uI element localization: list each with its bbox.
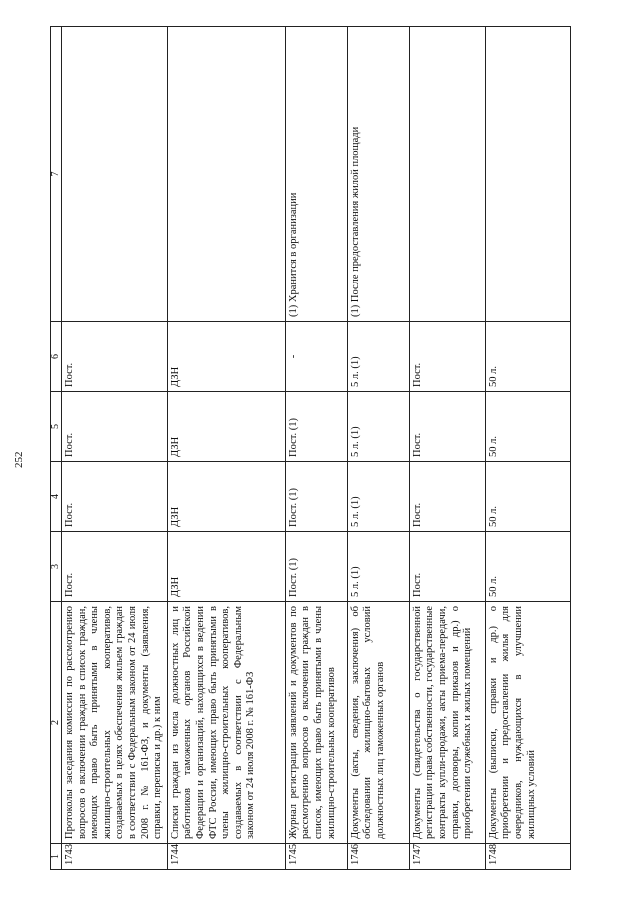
cell-col-5: 50 л. [485,392,570,462]
header-col-2: 2 [51,602,62,844]
cell-col-7-note [409,27,485,322]
row-number: 1748 [485,844,570,870]
cell-col-5: Пост. [62,392,168,462]
cell-col-6: 50 л. [485,322,570,392]
table-row [485,27,570,870]
table-row [62,27,168,870]
row-number: 1744 [167,844,285,870]
cell-col-3: Пост. [409,532,485,602]
row-number: 1746 [347,844,409,870]
cell-col-7-note [167,27,285,322]
cell-col-4: Пост. [409,462,485,532]
row-description: Документы (выписки, справки и др.) о приобретении и предоставлении жилья для очередников, нуждающихся в улучшении жилищных условий [485,602,570,844]
cell-col-6: Пост. [409,322,485,392]
header-col-6: 6 [51,322,62,392]
cell-col-7-note: (1) После предоставления жилой площади [347,27,409,322]
cell-col-4: Пост. [62,462,168,532]
cell-col-7-note [62,27,168,322]
table-row [409,27,485,870]
table-row [347,27,409,870]
cell-col-6: ДЗН [167,322,285,392]
cell-col-5: ДЗН [167,392,285,462]
cell-col-3: ДЗН [167,532,285,602]
rotated-document-table [50,27,602,870]
row-description: Списки граждан из числа должностных лиц и работников таможенных органов Российской Федерации и организаций, находящихся в ведении ФТС России, имеющих право быть принятыми в члены жилищно-строительных кооперативов, создаваемых в соответствии с Федеральным законом от 24 июля 2008 г. № 161-ФЗ [167,602,285,844]
cell-col-6: 5 л. (1) [347,322,409,392]
cell-col-3: 5 л. (1) [347,532,409,602]
cell-col-6: - [285,322,347,392]
cell-col-7-note [485,27,570,322]
row-description: Журнал регистрации заявлений и документов по рассмотрению вопросов о включении граждан в список, имеющих право быть принятыми в члены жилищно-строительных кооперативов [285,602,347,844]
row-description: Документы (акты, сведения, заключения) об обследовании жилищно-бытовых условий должностных лиц таможенных органов [347,602,409,844]
row-number: 1747 [409,844,485,870]
table-row [285,27,347,870]
cell-col-7-note: (1) Хранится в организации [285,27,347,322]
cell-col-4: 5 л. (1) [347,462,409,532]
cell-col-5: Пост. (1) [285,392,347,462]
cell-col-4: Пост. (1) [285,462,347,532]
header-row [51,27,62,870]
cell-col-3: Пост. [62,532,168,602]
cell-col-3: 50 л. [485,532,570,602]
header-col-4: 4 [51,462,62,532]
header-col-1: 1 [51,844,62,870]
cell-col-5: 5 л. (1) [347,392,409,462]
cell-col-5: Пост. [409,392,485,462]
cell-col-4: 50 л. [485,462,570,532]
table-row [167,27,285,870]
row-description: Документы (свидетельства о государственной регистрации права собственности, государственные контракты купли-продажи, акты приема-передачи, справки, договоры, копии приказов и др.) о приобретении служебных и жилых помещений [409,602,485,844]
cell-col-6: Пост. [62,322,168,392]
row-number: 1743 [62,844,168,870]
header-col-7: 7 [51,27,62,322]
cell-col-4: ДЗН [167,462,285,532]
header-col-3: 3 [51,532,62,602]
header-col-5: 5 [51,392,62,462]
row-number: 1745 [285,844,347,870]
nomenclature-table [50,26,571,870]
cell-col-3: Пост. (1) [285,532,347,602]
row-description: Протоколы заседания комиссии по рассмотрению вопросов о включении граждан в список граждан, имеющих право быть принятыми в члены жилищно-строительных кооперативов, создаваемых в целях обеспечения жильем граждан в соответствии с Федеральным законом от 24 июля 2008 г. № 161-ФЗ, и документы (заявления, справки, переписка и др.) к ним [62,602,168,844]
page-number: 252 [13,451,25,468]
